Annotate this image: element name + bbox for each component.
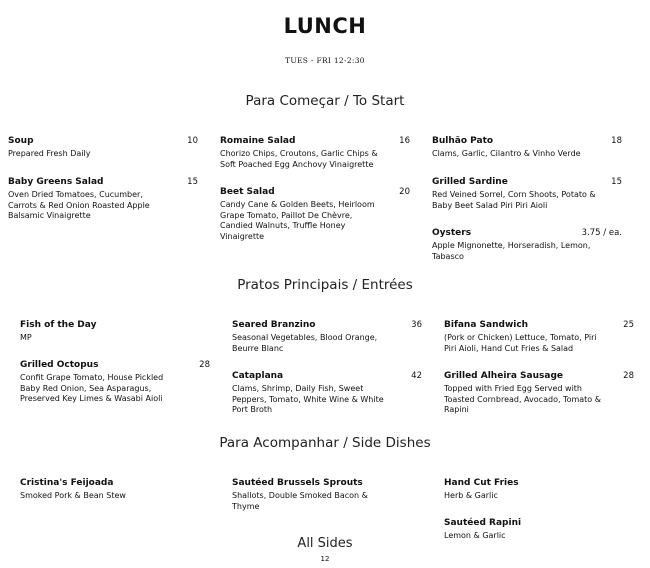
item-name: Romaine Salad: [220, 136, 296, 146]
item-name: Cataplana: [232, 371, 284, 381]
menu-item-baby-greens-salad: [8, 177, 198, 222]
item-name: Fish of the Day: [20, 320, 97, 330]
item-price: 42: [411, 371, 422, 381]
menu-item-fish-of-the-day: [20, 320, 210, 344]
item-description: Lemon & Garlic: [444, 531, 506, 540]
item-name: Grilled Octopus: [20, 360, 99, 370]
item-name: Grilled Alheira Sausage: [444, 371, 563, 381]
menu-item-seared-branzino: [232, 320, 422, 354]
item-name: Soup: [8, 136, 34, 146]
all-sides-heading: All Sides: [297, 536, 353, 551]
section-heading-mains: Pratos Principais / Entrées: [237, 277, 413, 293]
item-price: 3.75 / ea.: [581, 228, 622, 238]
menu-title: LUNCH: [283, 14, 367, 38]
item-description: Prepared Fresh Daily: [8, 149, 91, 158]
service-hours: TUES - FRI 12-2:30: [285, 56, 365, 65]
item-description: (Pork or Chicken) Lettuce, Tomato, Piri Piri Aioli, Hand Cut Fries & Salad: [444, 333, 597, 353]
item-name: Sautéed Rapini: [444, 518, 522, 528]
menu-item-sauteed-brussels-sprouts: [232, 478, 422, 512]
section-heading-sides: Para Acompanhar / Side Dishes: [219, 435, 431, 451]
item-price: 15: [611, 177, 622, 187]
item-price: 25: [623, 320, 634, 330]
item-description: Oven Dried Tomatoes, Cucumber, Carrots & Red Onion Roasted Apple Balsamic Vinaigrette: [8, 190, 150, 220]
item-price: 16: [399, 136, 410, 146]
item-description: Seasonal Vegetables, Blood Orange, Beurre Blanc: [232, 333, 378, 353]
item-description: Herb & Garlic: [444, 491, 498, 500]
menu-item-oysters: [432, 228, 622, 262]
item-name: Cristina's Feijoada: [20, 478, 114, 488]
item-description: Shallots, Double Smoked Bacon & Thyme: [232, 491, 368, 511]
item-description: Apple Mignonette, Horseradish, Lemon, Tabasco: [432, 241, 591, 261]
all-sides-price: 12: [320, 555, 330, 563]
menu-item-grilled-alheira-sausage: [444, 371, 634, 416]
menu-item-grilled-sardine: [432, 177, 622, 211]
item-price: 28: [199, 360, 210, 370]
item-price: 28: [623, 371, 634, 381]
item-price: 36: [411, 320, 422, 330]
item-description: Topped with Fried Egg Served with Toasted Cornbread, Avocado, Tomato & Rapini: [444, 384, 601, 414]
item-description: Clams, Shrimp, Daily Fish, Sweet Peppers, Tomato, White Wine & White Port Broth: [232, 384, 384, 414]
item-name: Sautéed Brussels Sprouts: [232, 478, 363, 488]
item-name: Bifana Sandwich: [444, 320, 529, 330]
menu-item-grilled-octopus: [20, 360, 210, 405]
item-name: Hand Cut Fries: [444, 478, 519, 488]
menu-item-bulhao-pato: [432, 136, 622, 160]
item-name: Seared Branzino: [232, 320, 316, 330]
item-description: MP: [20, 333, 32, 342]
menu-item-hand-cut-fries: [444, 478, 634, 502]
item-description: Smoked Pork & Bean Stew: [20, 491, 126, 500]
menu-item-soup: [8, 136, 198, 160]
menu-item-beet-salad: [220, 187, 410, 242]
item-name: Bulhão Pato: [432, 136, 494, 146]
item-description: Candy Cane & Golden Beets, Heirloom Grape Tomato, Paillot De Chèvre, Candied Walnuts, Truffle Honey Vinaigrette: [220, 200, 375, 241]
item-name: Baby Greens Salad: [8, 177, 104, 187]
menu-item-cataplana: [232, 371, 422, 416]
item-price: 15: [187, 177, 198, 187]
menu-item-cristinas-feijoada: [20, 478, 210, 502]
item-price: 20: [399, 187, 410, 197]
item-description: Confit Grape Tomato, House Pickled Baby Red Onion, Sea Asparagus, Preserved Key Limes & Wasabi Aioli: [20, 373, 164, 403]
item-description: Red Veined Sorrel, Corn Shoots, Potato & Baby Beet Salad Piri Piri Aioli: [432, 190, 596, 210]
item-price: 18: [611, 136, 622, 146]
menu-item-bifana-sandwich: [444, 320, 634, 354]
item-description: Chorizo Chips, Croutons, Garlic Chips & Soft Poached Egg Anchovy Vinaigrette: [220, 149, 378, 169]
section-heading-start: Para Começar / To Start: [245, 93, 405, 109]
item-name: Beet Salad: [220, 187, 275, 197]
item-name: Grilled Sardine: [432, 177, 508, 187]
menu-item-romaine-salad: [220, 136, 410, 170]
item-description: Clams, Garlic, Cilantro & Vinho Verde: [432, 149, 581, 158]
item-name: Oysters: [432, 228, 472, 238]
item-price: 10: [187, 136, 198, 146]
